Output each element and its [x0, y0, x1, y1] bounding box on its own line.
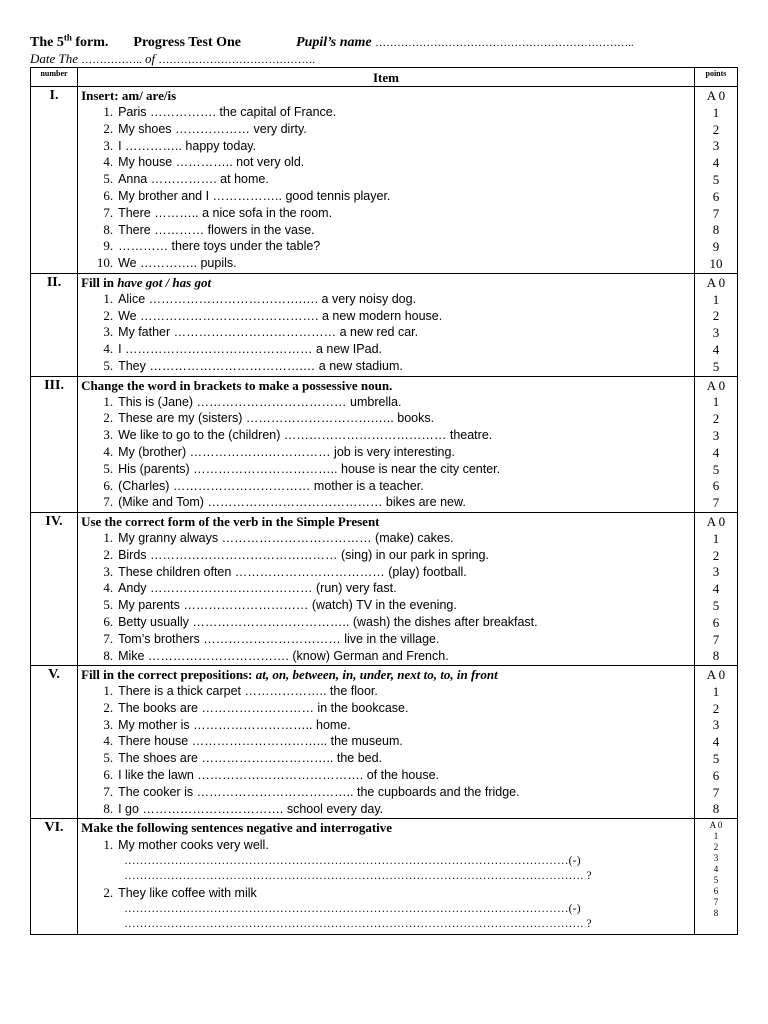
- item-number: 1.: [103, 290, 114, 306]
- points-column: [694, 666, 737, 819]
- points-value: A 0: [706, 513, 726, 529]
- points-value: 1: [712, 291, 720, 307]
- item-text: They ……………………………….… a new stadium.: [118, 358, 403, 373]
- section-content: [78, 666, 695, 819]
- item-number: 2.: [103, 120, 114, 136]
- exercise-item: [78, 767, 694, 784]
- points-value: A 0: [709, 820, 723, 831]
- section-content: [78, 512, 695, 665]
- pupil-name-field[interactable]: ……………………………………………………………..: [375, 37, 634, 49]
- points-value: 7: [713, 897, 719, 908]
- section-instruction: Make the following sentences negative and interrogative: [81, 820, 393, 836]
- section-number: III.: [31, 376, 78, 512]
- points-value: 8: [712, 222, 720, 238]
- exercise-list: [78, 291, 694, 375]
- points-value: 2: [712, 121, 720, 137]
- points-value: 3: [713, 853, 719, 864]
- item-number: 2.: [103, 885, 114, 901]
- section-content: [78, 87, 695, 274]
- points-value: 1: [712, 104, 720, 120]
- item-number: 6.: [103, 613, 114, 629]
- exercise-item: [78, 324, 694, 341]
- item-number: 4.: [103, 341, 114, 357]
- date-field[interactable]: ……………..: [81, 54, 142, 66]
- exercise-item: [78, 631, 694, 648]
- exercise-list: [78, 683, 694, 817]
- points-value: 3: [712, 564, 720, 580]
- item-number: 7.: [103, 494, 114, 510]
- exercise-item: [78, 427, 694, 444]
- item-text: My mother cooks very well.: [118, 838, 269, 853]
- exercise-item: [78, 530, 694, 547]
- points-value: A 0: [706, 377, 726, 393]
- exercise-list: [78, 394, 694, 512]
- of-field[interactable]: …………………………………….: [158, 54, 316, 66]
- points-value: 4: [712, 581, 720, 597]
- exercise-item: [78, 478, 694, 495]
- item-text: I go ……………………………. school every day.: [118, 801, 384, 816]
- points-value: A 0: [706, 274, 726, 290]
- item-column-header: Item: [78, 68, 695, 87]
- item-number: 6.: [103, 767, 114, 783]
- points-value: 7: [712, 784, 720, 800]
- item-text: There house …………………………... the museum.: [118, 734, 403, 749]
- exercise-item: [78, 597, 694, 614]
- item-text: There ………… flowers in the vase.: [118, 222, 315, 237]
- item-number: 8.: [103, 647, 114, 663]
- points-value: A 0: [706, 667, 726, 683]
- exercise-section: [31, 376, 738, 512]
- points-value: 5: [712, 358, 720, 374]
- item-number: 3.: [103, 716, 114, 732]
- exercise-item: [78, 614, 694, 631]
- item-text: Anna ……………. at home.: [118, 172, 269, 187]
- item-text: Alice ……………………………….…. a very noisy dog.: [118, 291, 417, 306]
- section-instruction: Change the word in brackets to make a possessive noun.: [81, 377, 393, 393]
- points-column: [694, 819, 737, 935]
- item-text: Tom’s brothers …………………………… live in the village.: [118, 631, 440, 646]
- item-number: 2.: [103, 546, 114, 562]
- section-content: [78, 273, 695, 376]
- points-value: 1: [712, 530, 720, 546]
- exercise-item: [78, 358, 694, 375]
- section-instruction: Fill in the correct prepositions: at, on, between, in, under, next to, to, in front: [81, 667, 498, 683]
- test-title: Progress Test One: [133, 35, 242, 50]
- form-label: The 5th form.: [30, 32, 109, 50]
- points-value: 8: [713, 908, 719, 919]
- item-number: 3.: [103, 563, 114, 579]
- points-value: 7: [712, 631, 720, 647]
- item-text: We ……………………………………. a new modern house.: [118, 308, 443, 323]
- exercise-item: [78, 154, 694, 171]
- item-number: 4.: [103, 580, 114, 596]
- points-value: 1: [712, 683, 720, 699]
- item-number: 5.: [103, 171, 114, 187]
- exercise-item: [78, 291, 694, 308]
- exercise-item: [78, 836, 694, 854]
- exercise-item: [78, 801, 694, 818]
- exercise-item: [78, 222, 694, 239]
- points-column-header: points: [694, 68, 737, 87]
- item-number: 4.: [103, 733, 114, 749]
- points-value: 1: [712, 394, 720, 410]
- points-value: 5: [712, 751, 720, 767]
- points-value: 6: [712, 767, 720, 783]
- item-number: 2.: [103, 307, 114, 323]
- points-value: 6: [712, 188, 720, 204]
- item-text: His (parents) …………………………….. house is near the city center.: [118, 461, 501, 476]
- section-number: V.: [31, 666, 78, 819]
- exercise-list: [78, 530, 694, 664]
- item-number: 1.: [103, 104, 114, 119]
- exercise-section: [31, 819, 738, 935]
- section-instruction: Use the correct form of the verb in the Simple Present: [81, 513, 380, 529]
- exercise-list: [78, 836, 694, 932]
- points-value: 3: [712, 717, 720, 733]
- points-column: [694, 87, 737, 274]
- exercise-section: [31, 87, 738, 274]
- points-value: 1: [713, 831, 719, 842]
- header-line-1: [30, 34, 738, 51]
- item-text: There is a thick carpet ……………….. the floor.: [118, 684, 378, 699]
- exercise-item: [78, 750, 694, 767]
- negative-answer-line[interactable]: ……………………………………………………………………………………………………(-): [124, 855, 581, 868]
- item-number: 8.: [103, 800, 114, 816]
- section-number: IV.: [31, 512, 78, 665]
- points-value: 10: [709, 255, 723, 271]
- item-text: My house ………….. not very old.: [118, 155, 305, 170]
- item-text: My (brother) ……………….…………… job is very interesting.: [118, 444, 455, 459]
- section-instruction: Insert: am/ are/is: [81, 88, 177, 103]
- item-text: There ……….. a nice sofa in the room.: [118, 205, 333, 220]
- item-text: The cooker is ……………………………….. the cupboards and the fridge.: [118, 784, 520, 799]
- points-value: 4: [713, 864, 719, 875]
- table-header-row: [31, 68, 738, 87]
- exercise-item: [78, 580, 694, 597]
- points-value: 2: [712, 308, 720, 324]
- item-text: I ……………………………………… a new IPad.: [118, 342, 382, 357]
- item-text: Paris ……………. the capital of France.: [118, 105, 337, 119]
- item-text: I like the lawn …………………………………. of the house.: [118, 768, 439, 783]
- item-text: ………… there toys under the table?: [118, 239, 321, 254]
- points-value: 4: [712, 734, 720, 750]
- exercise-item: [78, 547, 694, 564]
- item-text: My mother is ……………………….. home.: [118, 717, 351, 732]
- item-text: Betty usually ……………………………….. (wash) the dishes after breakfast.: [118, 614, 538, 629]
- points-value: 2: [713, 842, 719, 853]
- item-number: 4.: [103, 154, 114, 170]
- points-value: 5: [712, 461, 720, 477]
- item-number: 7.: [103, 204, 114, 220]
- exercise-item: [78, 494, 694, 511]
- item-number: 1.: [103, 683, 114, 699]
- of-label: of: [145, 51, 156, 66]
- pupil-name-label: Pupil’s name: [296, 35, 372, 50]
- exercise-section: [31, 273, 738, 376]
- exercise-item: [78, 683, 694, 700]
- exercise-item: [78, 884, 694, 902]
- number-column-header: number: [31, 68, 78, 87]
- negative-answer-line[interactable]: ……………………………………………………………………………………………………(-): [124, 903, 581, 916]
- exercise-item: [78, 104, 694, 121]
- item-number: 1.: [103, 529, 114, 545]
- item-text: Andy ………………………………… (run) very fast.: [118, 581, 397, 596]
- exercise-item: [78, 255, 694, 272]
- item-text: These are my (sisters) ………………………….….. books.: [118, 411, 435, 426]
- points-value: 2: [712, 411, 720, 427]
- points-value: 4: [712, 155, 720, 171]
- section-number: I.: [31, 87, 78, 274]
- instruction-emphasis: have got / has got: [117, 274, 212, 290]
- item-number: 8.: [103, 221, 114, 237]
- item-number: 5.: [103, 460, 114, 476]
- item-text: The shoes are ………………………….. the bed.: [118, 751, 383, 766]
- points-value: 3: [712, 427, 720, 443]
- interrogative-answer-line[interactable]: ………………………………………………………………………………………………………. ?: [124, 870, 592, 883]
- test-page: [30, 34, 738, 935]
- points-column: [694, 376, 737, 512]
- date-label: Date The: [30, 51, 79, 66]
- item-number: 9.: [103, 238, 114, 254]
- points-value: 2: [712, 547, 720, 563]
- points-value: 6: [712, 478, 720, 494]
- item-number: 4.: [103, 443, 114, 459]
- section-content: [78, 376, 695, 512]
- item-text: We ………….. pupils.: [118, 256, 237, 271]
- item-text: (Mike and Tom) …………………………………… bikes are new.: [118, 495, 466, 510]
- points-value: 9: [712, 239, 720, 255]
- item-number: 3.: [103, 427, 114, 443]
- item-number: 2.: [103, 699, 114, 715]
- item-number: 1.: [103, 837, 114, 853]
- exercise-item: [78, 238, 694, 255]
- section-content: [78, 819, 695, 935]
- section-number: VI.: [31, 819, 78, 935]
- exercise-item: [78, 410, 694, 427]
- points-column: [694, 273, 737, 376]
- exercise-item: [78, 733, 694, 750]
- section-instruction: Fill in have got / has got: [81, 274, 212, 290]
- item-number: 1.: [103, 393, 114, 409]
- points-value: 7: [712, 495, 720, 511]
- item-text: This is (Jane) ……………………………… umbrella.: [118, 394, 402, 409]
- exercise-item: [78, 700, 694, 717]
- test-table: [30, 67, 738, 935]
- item-text: My brother and I …………….. good tennis player.: [118, 188, 391, 203]
- points-value: 6: [713, 886, 719, 897]
- item-text: My shoes ……………… very dirty.: [118, 121, 307, 136]
- item-number: 7.: [103, 783, 114, 799]
- exercise-item: [78, 394, 694, 411]
- points-value: 5: [712, 597, 720, 613]
- points-value: A 0: [706, 88, 726, 103]
- points-column: [694, 512, 737, 665]
- points-value: 4: [712, 341, 720, 357]
- item-number: 2.: [103, 410, 114, 426]
- item-number: 3.: [103, 324, 114, 340]
- exercise-list: [78, 104, 694, 272]
- points-value: 5: [713, 875, 719, 886]
- instruction-emphasis: at, on, between, in, under, next to, to, in front: [255, 667, 498, 683]
- item-number: 5.: [103, 750, 114, 766]
- item-number: 6.: [103, 477, 114, 493]
- item-text: I ………….. happy today.: [118, 138, 257, 153]
- item-text: Mike ……………………………. (know) German and French.: [118, 648, 449, 663]
- points-value: 4: [712, 444, 720, 460]
- item-text: Birds ……………………………………… (sing) in our park in spring.: [118, 547, 489, 562]
- item-number: 10.: [96, 255, 114, 271]
- points-value: 8: [712, 648, 720, 664]
- sections-body: [31, 87, 738, 935]
- exercise-item: [78, 564, 694, 581]
- item-text: The books are ……………………… in the bookcase.: [118, 700, 409, 715]
- exercise-item: [78, 461, 694, 478]
- item-text: We like to go to the (children) ………………………………… theatre.: [118, 428, 493, 443]
- points-value: 3: [712, 138, 720, 154]
- points-value: 7: [712, 205, 720, 221]
- exercise-item: [78, 205, 694, 222]
- item-text: My granny always ……………………………… (make) cakes.: [118, 530, 454, 545]
- points-value: 2: [712, 700, 720, 716]
- exercise-item: [78, 648, 694, 665]
- item-text: My father ………………………………… a new red car.: [118, 325, 419, 340]
- item-text: These children often ……………………………… (play) football.: [118, 564, 467, 579]
- header-line-2: [30, 51, 738, 67]
- points-value: 5: [712, 171, 720, 187]
- points-value: 6: [712, 614, 720, 630]
- exercise-item: [78, 138, 694, 155]
- exercise-section: [31, 512, 738, 665]
- item-text: They like coffee with milk: [118, 886, 257, 901]
- exercise-item: [78, 308, 694, 325]
- section-number: II.: [31, 273, 78, 376]
- item-number: 5.: [103, 357, 114, 373]
- exercise-item: [78, 717, 694, 734]
- exercise-item: [78, 444, 694, 461]
- item-number: 6.: [103, 187, 114, 203]
- item-number: 7.: [103, 630, 114, 646]
- points-value: 8: [712, 801, 720, 817]
- item-text: (Charles) …………………………… mother is a teacher.: [118, 478, 424, 493]
- exercise-item: [78, 188, 694, 205]
- item-number: 3.: [103, 137, 114, 153]
- exercise-item: [78, 171, 694, 188]
- exercise-section: [31, 666, 738, 819]
- item-number: 5.: [103, 597, 114, 613]
- exercise-item: [78, 121, 694, 138]
- interrogative-answer-line[interactable]: ………………………………………………………………………………………………………. ?: [124, 918, 592, 931]
- item-text: My parents ………………………… (watch) TV in the evening.: [118, 598, 457, 613]
- exercise-item: [78, 784, 694, 801]
- exercise-item: [78, 341, 694, 358]
- points-value: 3: [712, 325, 720, 341]
